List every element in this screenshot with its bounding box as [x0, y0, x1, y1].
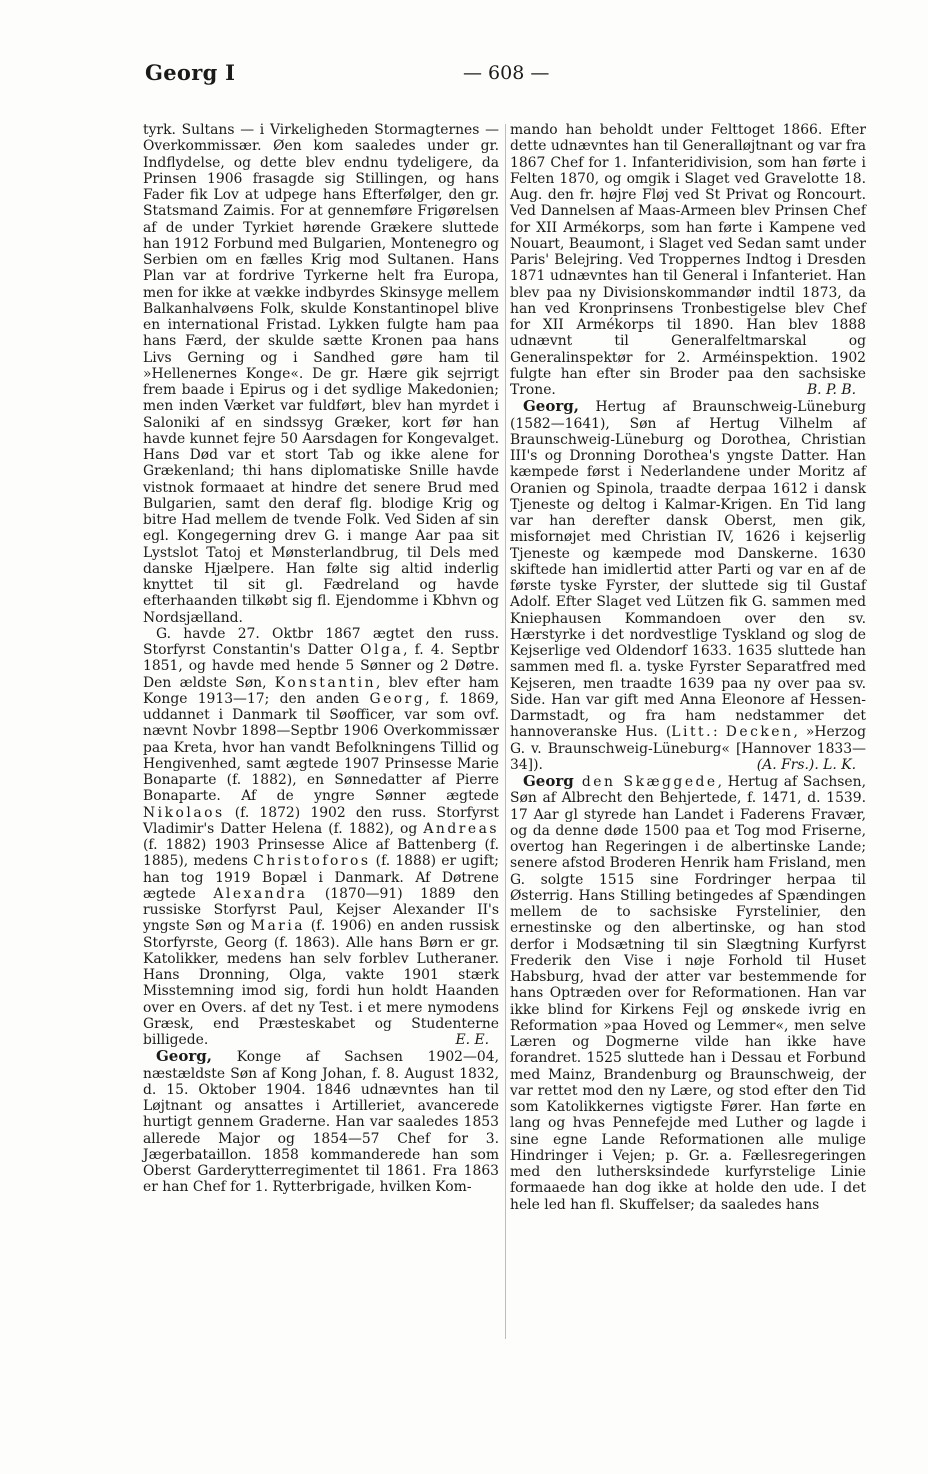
page-number: — 608 — — [463, 62, 550, 84]
name-konstantin: Konstantin — [274, 674, 377, 691]
text-run: : — [713, 724, 726, 741]
entry-headword: Georg, — [156, 1047, 212, 1066]
name-andreas: Andreas — [423, 820, 499, 837]
right-column — [510, 122, 866, 1213]
name-alexandra: Alexandra — [213, 885, 308, 902]
text-run: (f. 1906) en anden russisk Storfyrste, Georg (f. 1863). Alle hans Børn er gr. Katolikker, medens han selv forblev Lutheraner. Hans Dronning, Olga, vakte 1901 stærk Misstemning imod sig, fordi hun holdt Haanden over en Overs. af det ny Test. i et mere nymodens Græsk, end Præsteskabet og Studenterne billigede. — [143, 918, 499, 1048]
name-georg: Georg — [369, 690, 426, 707]
entry-georg-braunschweig — [510, 398, 866, 773]
paragraph-continuation — [510, 122, 866, 398]
text-run: , blev efter ham Konge 1913—17; den anden — [143, 674, 499, 707]
paragraph-family — [143, 626, 499, 1049]
entry-text: , Hertug af Sachsen, Søn af Albrecht den Behjertede, f. 1471, d. 1539. 17 Aar gl styrede han Landet i Faderens Fravær, og da denne døde 1500 paa et Tog mod Friserne, overtog han Regeringen i de albertinske Lande; senere afstod Broderen Henrik ham Frisland, men G. solgte 1515 sine Fordringer herpaa til Østerrig. Hans Stilling betingedes af Spændingen mellem de to sachsiske Fyrstelinier, den ernestinske og den albertinske, og han stod derfor i Modsætning til sin Slægtning Kurfyrst Frederik den Vise i nøje Forhold til Huset Habsburg, hvad der atter var bestemmende for hans Optræden over for Reformationen. Han var ikke blind for Kirkens Fejl og ønskede ivrig en Reformation »paa Hoved og Lemmer«, men selve Læren og Dogmerne vilde han ikke have forandret. 1525 sluttede han i Dessau et Forbund med Mainz, Brandenburg og Braunschweig, der var rettet mod den ny Lære, og stod efter den Tid som Katolikkernes vigtigste Fører. Han førte en lang og hvas Pennefejde med Luther og lagde i sine egne Lande Reformationen alle mulige Hindringer i Vejen; p. Gr. a. Fællesregeringen med den luthersksindede kurfyrstelige Linie formaaede han dog ikke at holde den ude. I det hele led han fl. Skuffelser; da saaledes hans — [510, 774, 867, 1213]
name-christoforos: Christoforos — [253, 853, 371, 870]
entry-text: Hertug af Braunschweig-Lüneburg (1582—1641), Søn af Hertug Vilhelm af Braunschweig-Lüneburg og Dorothea, Christian III's og Dronning Dorothea's yngste Datter. Han kæmpede først i Nederlandene under Moritz af Oranien og Spinola, traadte derpaa 1612 i dansk Tjeneste og deltog i Kalmar-Krigen. En Tid lang var han derefter dansk Oberst, men gik, misfornøjet med Christian IV, 1626 i kejserlig Tjeneste og kæmpede mod Danskerne. 1630 skiftede han imidlertid atter Parti og var en af de første tyske Fyrster, der sluttede sig til Gustaf Adolf. Efter Slaget ved Lützen fik G. sammen med Kniephausen Kommandoen over den sv. Hærstyrke i det nordvestlige Tyskland og slog de Kejserlige ved Oldendorf 1633. 1635 sluttede han sammen med fl. a. tyske Fyrster Separatfred med Kejseren, men traadte 1639 paa ny over paa sv. Side. Han var gift med Anna Eleonore af Hessen-Darmstadt, og fra ham nedstammer det hannoveranske Hus. ( — [510, 399, 866, 741]
left-column — [143, 122, 499, 1196]
entry-epithet: den Skæggede — [573, 774, 718, 790]
paragraph-text: mando han beholdt under Felttoget 1866. Efter dette udnævntes han til Generalløjtnant og var fra 1867 Chef for 1. Infanteridivision, som han førte i Felten 1870, og omgik i Slaget ved Gravelotte 18. Aug. den fr. højre Fløj ved St Privat og Roncourt. Ved Dannelsen af Maas-Armeen blev Prinsen Chef for XII Armékorps, som han førte i Kampene ved Nouart, Beaumont, i Slaget ved Sedan samt under Paris' Belejring. Ved Troppernes Indtog i Dresden 1871 udnævntes han til General i Infanteriet. Han blev paa ny Divisionskommandør indtil 1873, da han ved Kronprinsens Tronbestigelse blev Chef for XII Armékorps til 1890. Han blev 1888 udnævnt til Generalfeltmarskal og Generalinspektør for 2. Arméinspektion. 1902 fulgte han efter sin Broder paa den sachsiske Trone. — [510, 122, 866, 398]
paragraph-text: tyrk. Sultans — i Virkeligheden Stormagternes — Overkommissær. Øen kom saaledes under gr. Indflydelse, og dette blev endnu tydeligere, da Prinsen 1906 frasagde sig Stillingen, og hans Fader fik Lov at udpege hans Efterfølger, den gr. Statsmand Zaimis. For at gennemføre Frigørelsen af de under Tyrkiet hørende Grækere sluttede han 1912 Forbund med Bulgarien, Montenegro og Serbien om en fælles Krig mod Sultanen. Hans Plan var at fordrive Tyrkerne helt fra Europa, men for ikke at vække indbyrdes Skinsyge mellem Balkanhalvøens Folk, skulde Konstantinopel blive en international Fristad. Lykken fulgte ham paa hans Færd, der skulde sætte Kronen paa hans Livs Gerning og i Sandhed gøre ham til »Hellenernes Konge«. De gr. Hære gik sejrrigt frem baade i Epirus og i det sydlige Makedonien; men inden Værket var fuldført, blev han myrdet i Saloniki af en sindssyg Græker, kort før han havde kunnet fejre 50 Aarsdagen for Kongevalget. Hans Død var et stort Tab og ikke alene for Grækenland; thi hans diplomatiske Snille havde vistnok formaaet at hindre det senere Brud med Bulgarien, samt den deraf flg. blodige Krig og bitre Had mellem de tvende Folk. Ved Siden af sin egl. Kongegerning drev G. i mange Aar paa sit Lystslot Tatoj et Mønsterlandbrug, til Dels med danske Hjælpere. Han følte sig altid inderlig knyttet til sit gl. Fædreland og havde efterhaanden tilkøbt sig fl. Ejendomme i Kbhvn og Nordsjælland. — [143, 122, 499, 626]
text-run: (1870—91) 1889 den russiske Storfyrst Paul, Kejser Alexander II's yngste Søn og — [143, 885, 499, 935]
running-head-title: Georg I — [145, 60, 236, 85]
entry-georg-sachsen — [143, 1048, 499, 1195]
author-signature: E. E. — [455, 1032, 489, 1048]
name-decken: Decken — [725, 724, 794, 741]
paragraph-continuation — [143, 122, 499, 626]
entry-text: Konge af Sachsen 1902—04, næstældste Søn af Kong Johan, f. 8. August 1832, d. 15. Oktober 1904. 1846 udnævntes han til Løjtnant og ansattes i Artilleriet, avancerede hurtigt gennem Graderne. Han var saaledes 1853 allerede Major og 1854—57 Chef for 3. Jægerbataillon. 1858 kommanderede han som Oberst Garderytterregimentet til 1861. Fra 1863 er han Chef for 1. Rytterbrigade, hvilken Kom- — [143, 1049, 499, 1196]
text-run: , f. 4. Septbr 1851, og havde med hende 5 Sønner og 2 Døtre. Den ældste Søn, — [143, 642, 499, 691]
name-olga: Olga — [360, 642, 404, 658]
entry-headword: Georg, — [523, 397, 579, 416]
page-header — [145, 60, 885, 94]
text-run: , »Herzog G. v. Braunschweig-Lüneburg« [Hannover 1833—34]). — [510, 724, 866, 773]
author-signature: B. P. B. — [806, 382, 856, 398]
entry-headword: Georg — [523, 772, 574, 790]
text-run: (f. 1882) 1903 Prinsesse Alice af Battenberg (f. 1885), medens — [143, 837, 499, 870]
name-nikolaos: Nikolaos — [143, 804, 225, 821]
literature-label: Litt. — [671, 724, 714, 741]
text-run: (f. 1888) er ugift; han tog 1919 Bopæl i Danmark. Af Døtrene ægtede — [143, 853, 499, 902]
text-run: , f. 1869, uddannet i Danmark til Søofficer, var som ovf. nævnt Novbr 1898—Septbr 1906 Overkommissær paa Kreta, hvor han vandt Befolkningens Tillid og Hengivenhed, samt ægtede 1907 Prinsesse Marie Bonaparte (f. 1882), en Sønnedatter af Pierre Bonaparte. Af de yngre Sønner ægtede — [143, 690, 500, 805]
author-signature: (A. Frs.). L. K. — [756, 756, 856, 773]
column-divider — [505, 124, 506, 1339]
name-maria: Maria — [250, 918, 306, 935]
entry-georg-den-skaeggede — [510, 773, 866, 1213]
text-run: (f. 1872) 1902 den russ. Storfyrst Vladimir's Datter Helena (f. 1882), og — [143, 804, 499, 837]
text-run: G. havde 27. Oktbr 1867 ægtet den russ. Storfyrst Constantin's Datter — [143, 625, 499, 658]
